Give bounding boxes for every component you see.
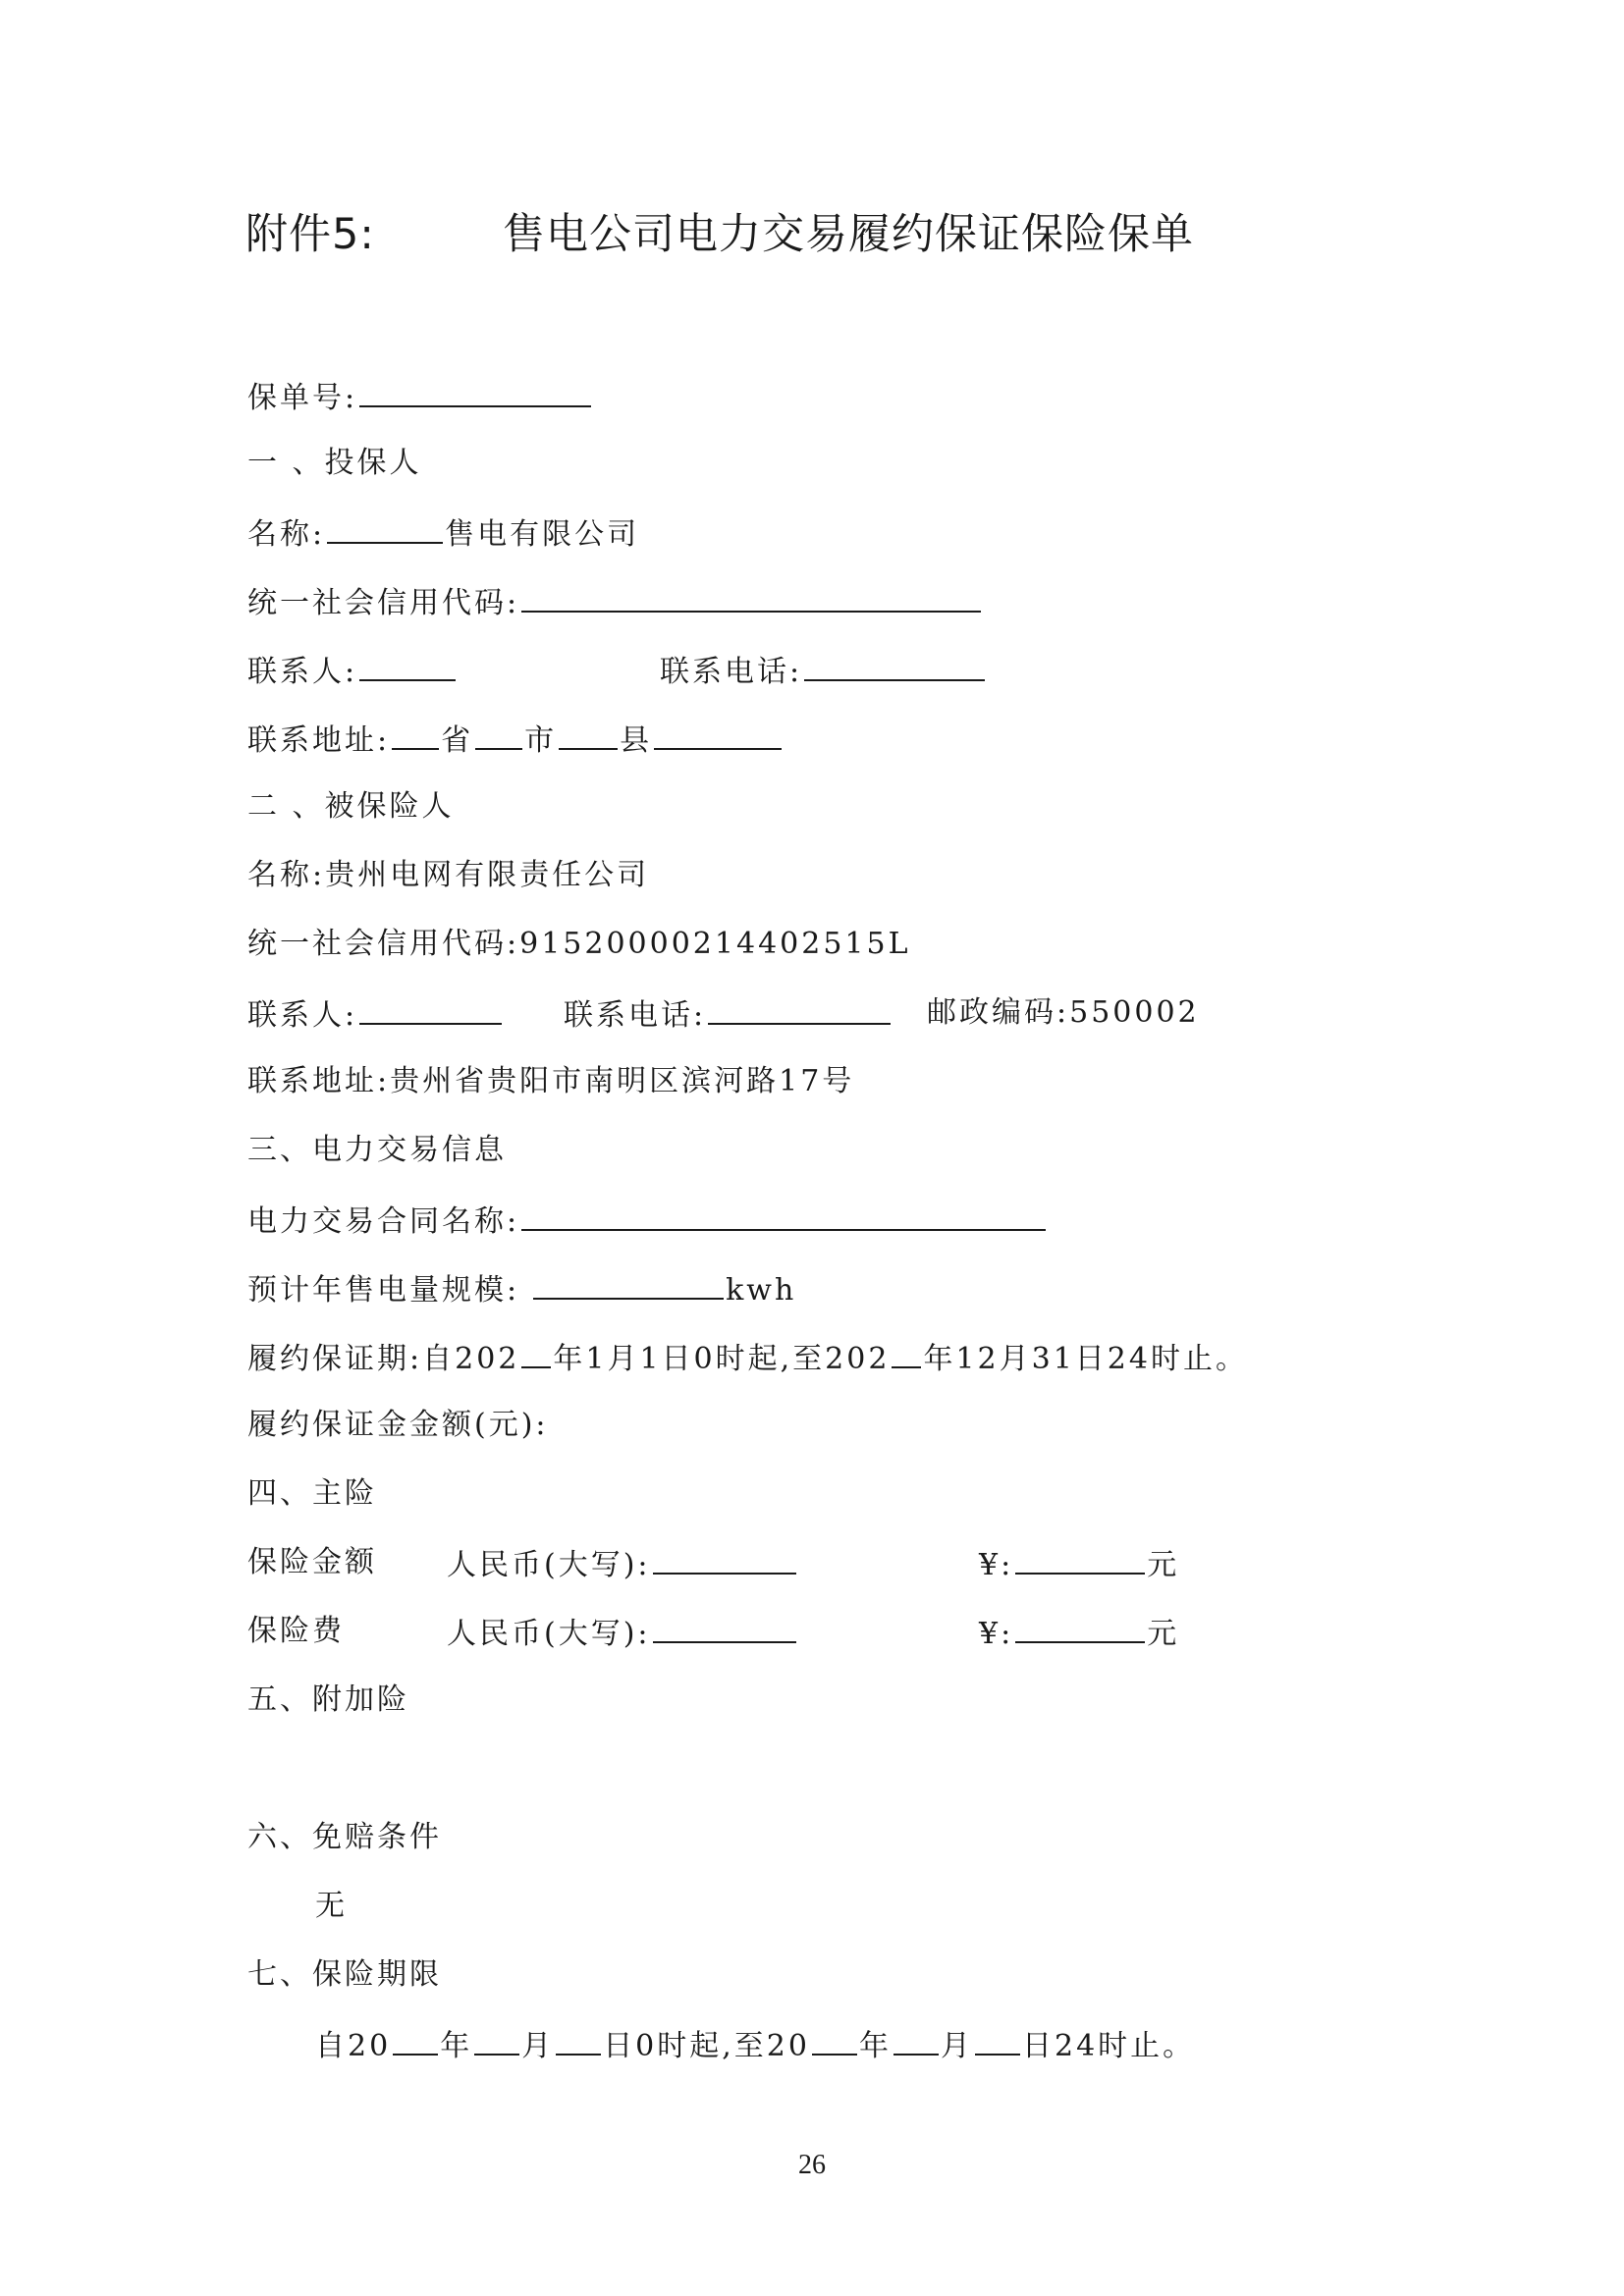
sales-scale-row — [247, 1268, 796, 1308]
insured-amount-label: 保险金额 — [247, 1545, 377, 1579]
start-month-field[interactable] — [474, 2024, 519, 2056]
insurance-period-row — [315, 2024, 1195, 2063]
sales-scale-label: 预计年售电量规模: — [247, 1273, 520, 1308]
document-title: 售电公司电力交易履约保证保险保单 — [503, 210, 1194, 259]
applicant-contact-field[interactable] — [359, 650, 456, 681]
insured-address: 联系地址:贵州省贵阳市南明区滨河路17号 — [247, 1064, 855, 1098]
page-title — [245, 201, 1375, 260]
policy-number-row — [247, 376, 593, 415]
applicant-address-label: 联系地址: — [247, 723, 391, 758]
end-month-field[interactable] — [893, 2024, 939, 2056]
premium-yuan-group — [979, 1612, 1179, 1654]
county-label: 县 — [620, 723, 653, 758]
insured-amount-yuan-unit: 元 — [1147, 1548, 1180, 1582]
insured-contact-row — [247, 993, 1229, 1033]
applicant-contact-group — [247, 650, 458, 692]
start-month-label: 月 — [521, 2029, 555, 2063]
applicant-phone-field[interactable] — [804, 650, 985, 681]
applicant-address-row — [247, 719, 784, 758]
performance-period-mid: 年1月1日0时起,至202 — [553, 1342, 891, 1376]
premium-rmb-label: 人民币(大写): — [447, 1617, 651, 1651]
performance-period-prefix: 履约保证期:自202 — [247, 1342, 520, 1376]
insured-amount-yuan-group — [979, 1543, 1179, 1585]
applicant-phone-group — [660, 650, 987, 692]
insured-amount-yuan-field[interactable] — [1015, 1543, 1145, 1575]
applicant-name-field[interactable] — [327, 512, 443, 544]
attachment-label: 附件5: — [245, 210, 375, 259]
contract-name-field[interactable] — [521, 1200, 1046, 1231]
applicant-address-detail-field[interactable] — [654, 719, 782, 750]
sales-scale-field[interactable] — [533, 1268, 724, 1300]
insured-amount-row — [247, 1543, 1229, 1582]
policy-number-field[interactable] — [359, 376, 591, 407]
sales-scale-unit: kwh — [726, 1273, 797, 1308]
start-day-field[interactable] — [556, 2024, 601, 2056]
insured-credit-code: 统一社会信用代码:91520000214402515L — [247, 927, 911, 961]
insured-amount-rmb-field[interactable] — [653, 1543, 796, 1575]
section5-heading: 五、附加险 — [247, 1682, 409, 1717]
section4-heading: 四、主险 — [247, 1476, 377, 1511]
insured-amount-rmb-label: 人民币(大写): — [447, 1548, 651, 1582]
insured-contact-group — [247, 993, 504, 1036]
applicant-name-label: 名称: — [247, 517, 326, 552]
premium-yuan-symbol: ¥: — [979, 1617, 1014, 1651]
applicant-name-suffix: 售电有限公司 — [445, 517, 640, 552]
applicant-contact-label: 联系人: — [247, 655, 358, 689]
insured-name: 名称:贵州电网有限责任公司 — [247, 858, 650, 892]
section2-heading: 二 、被保险人 — [247, 789, 455, 824]
premium-rmb-field[interactable] — [653, 1612, 796, 1643]
deductible-content: 无 — [315, 1889, 348, 1923]
contract-name-label: 电力交易合同名称: — [247, 1204, 520, 1239]
applicant-credit-code-label: 统一社会信用代码: — [247, 586, 520, 620]
province-label: 省 — [441, 723, 474, 758]
insured-contact-label: 联系人: — [247, 998, 358, 1033]
insured-phone-label: 联系电话: — [564, 998, 707, 1033]
premium-yuan-field[interactable] — [1015, 1612, 1145, 1643]
start-year-field[interactable] — [393, 2024, 438, 2056]
insured-amount-yuan-symbol: ¥: — [979, 1548, 1014, 1582]
insurance-period-from: 自20 — [315, 2029, 392, 2063]
section3-heading: 三、电力交易信息 — [247, 1133, 507, 1167]
applicant-name-row — [247, 512, 639, 552]
insured-phone-field[interactable] — [708, 993, 891, 1025]
premium-row — [247, 1612, 1229, 1651]
applicant-city-field[interactable] — [475, 719, 522, 750]
applicant-province-field[interactable] — [392, 719, 439, 750]
premium-yuan-unit: 元 — [1147, 1617, 1180, 1651]
contract-name-row — [247, 1200, 1048, 1239]
start-year-label: 年 — [440, 2029, 473, 2063]
policy-number-label: 保单号: — [247, 381, 358, 415]
end-day-field[interactable] — [975, 2024, 1020, 2056]
section1-heading: 一 、投保人 — [247, 446, 422, 480]
insured-contact-field[interactable] — [359, 993, 502, 1025]
applicant-phone-label: 联系电话: — [660, 655, 803, 689]
applicant-credit-code-row — [247, 581, 983, 620]
end-year-field[interactable] — [812, 2024, 857, 2056]
city-label: 市 — [524, 723, 558, 758]
performance-end-year-field[interactable] — [892, 1337, 921, 1368]
applicant-credit-code-field[interactable] — [521, 581, 981, 613]
performance-period-suffix: 年12月31日24时止。 — [923, 1342, 1248, 1376]
premium-rmb-group — [447, 1612, 798, 1654]
deposit-amount-label: 履约保证金金额(元): — [247, 1408, 549, 1442]
end-month-label: 月 — [940, 2029, 973, 2063]
applicant-county-field[interactable] — [559, 719, 618, 750]
insured-postal-code: 邮政编码:550002 — [927, 995, 1200, 1030]
end-day-label: 日24时止。 — [1021, 2029, 1196, 2063]
page-number: 26 — [798, 2150, 826, 2180]
premium-label: 保险费 — [247, 1614, 345, 1648]
section7-heading: 七、保险期限 — [247, 1957, 442, 1992]
insured-amount-rmb-group — [447, 1543, 798, 1585]
start-day-label: 日0时起,至20 — [603, 2029, 810, 2063]
section6-heading: 六、免赔条件 — [247, 1820, 442, 1854]
applicant-contact-row — [247, 650, 1131, 689]
end-year-label: 年 — [858, 2029, 892, 2063]
insured-phone-group — [564, 993, 893, 1036]
performance-start-year-field[interactable] — [521, 1337, 551, 1368]
performance-period-row — [247, 1337, 1248, 1376]
